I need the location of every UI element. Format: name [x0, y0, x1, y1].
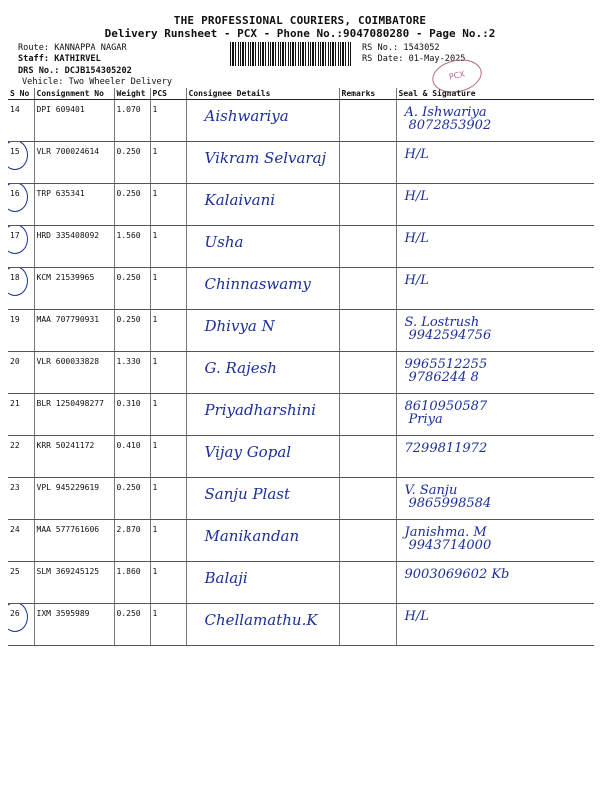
- cell-weight: 1.860: [114, 562, 150, 604]
- sno-value: 21: [10, 399, 20, 408]
- cell-sno: [8, 352, 34, 394]
- cell-consignee: [186, 142, 339, 184]
- consignee-name: Vijay Gopal: [204, 443, 292, 461]
- vehicle-label: Vehicle: Two Wheeler Delivery: [22, 77, 173, 87]
- runsheet-title: THE PROFESSIONAL COURIERS, COIMBATORE: [173, 14, 427, 27]
- signature-line-2: 8072853902: [408, 118, 492, 133]
- cell-sno: [8, 100, 34, 142]
- cell-signature: [396, 310, 594, 352]
- cell-remarks: [339, 520, 396, 562]
- cell-signature: [396, 142, 594, 184]
- cell-sno: [8, 268, 34, 310]
- cell-consignee: [186, 436, 339, 478]
- signature-line-1: H/L: [404, 189, 429, 204]
- cell-sno: [8, 436, 34, 478]
- cell-weight: 1.330: [114, 352, 150, 394]
- table-row: [8, 184, 594, 226]
- col-consignment: Consignment No: [34, 88, 114, 100]
- rs-number: RS No.: 1543052: [362, 43, 440, 53]
- consignee-name: Dhivya N: [204, 317, 275, 335]
- table-row: [8, 352, 594, 394]
- consignee-name: Balaji: [204, 569, 248, 587]
- signature-line-1: V. Sanju: [404, 483, 458, 498]
- cell-signature: [396, 478, 594, 520]
- table-row: [8, 562, 594, 604]
- consignee-name: Manikandan: [204, 527, 300, 545]
- cell-remarks: [339, 100, 396, 142]
- cell-sno: [8, 520, 34, 562]
- table-row: [8, 226, 594, 268]
- cell-consignee: [186, 100, 339, 142]
- circle-mark: [8, 184, 28, 213]
- cell-consignment: DPI 609401: [34, 100, 114, 142]
- cell-consignment: VPL 945229619: [34, 478, 114, 520]
- cell-remarks: [339, 268, 396, 310]
- col-signature: Seal & Signature: [396, 88, 594, 100]
- cell-signature: [396, 520, 594, 562]
- consignee-name: Sanju Plast: [204, 485, 291, 503]
- cell-sno: [8, 226, 34, 268]
- route-label: Route: KANNAPPA NAGAR: [18, 43, 127, 53]
- sno-value: 17: [10, 231, 20, 240]
- circle-mark: [8, 142, 28, 171]
- cell-pcs: 1: [150, 562, 186, 604]
- cell-sno: [8, 310, 34, 352]
- cell-pcs: 1: [150, 520, 186, 562]
- cell-signature: [396, 562, 594, 604]
- signature-line-1: Janishma. M: [404, 525, 487, 540]
- cell-pcs: 1: [150, 436, 186, 478]
- consignee-name: G. Rajesh: [204, 359, 277, 377]
- company-stamp: PCX: [429, 55, 485, 97]
- cell-consignment: MAA 577761606: [34, 520, 114, 562]
- consignee-name: Chellamathu.K: [204, 611, 318, 629]
- cell-weight: 0.250: [114, 604, 150, 646]
- cell-consignee: [186, 184, 339, 226]
- cell-weight: 0.250: [114, 268, 150, 310]
- cell-consignment: SLM 369245125: [34, 562, 114, 604]
- barcode: [230, 42, 352, 66]
- cell-pcs: 1: [150, 184, 186, 226]
- signature-line-2: 9786244 8: [408, 370, 479, 385]
- cell-weight: 1.560: [114, 226, 150, 268]
- cell-sno: [8, 142, 34, 184]
- signature-line-2: Priya: [408, 412, 443, 427]
- cell-consignment: KCM 21539965: [34, 268, 114, 310]
- cell-pcs: 1: [150, 604, 186, 646]
- sno-value: 19: [10, 315, 20, 324]
- cell-consignee: [186, 478, 339, 520]
- signature-line-1: 9003069602 Kb: [404, 567, 510, 582]
- sno-value: 24: [10, 525, 20, 534]
- rs-date: RS Date: 01-May-2025: [362, 54, 466, 64]
- cell-consignee: [186, 520, 339, 562]
- cell-remarks: [339, 142, 396, 184]
- cell-pcs: 1: [150, 142, 186, 184]
- cell-pcs: 1: [150, 310, 186, 352]
- cell-pcs: 1: [150, 394, 186, 436]
- cell-remarks: [339, 184, 396, 226]
- col-remarks: Remarks: [339, 88, 396, 100]
- cell-signature: [396, 268, 594, 310]
- consignee-name: Priyadharshini: [204, 401, 316, 419]
- signature-line-1: 7299811972: [404, 441, 488, 456]
- cell-weight: 1.070: [114, 100, 150, 142]
- cell-sno: [8, 394, 34, 436]
- sno-value: 25: [10, 567, 20, 576]
- signature-line-1: 8610950587: [404, 399, 488, 414]
- cell-pcs: 1: [150, 478, 186, 520]
- consignee-name: Chinnaswamy: [204, 275, 311, 293]
- cell-signature: [396, 604, 594, 646]
- cell-weight: 0.310: [114, 394, 150, 436]
- col-pcs: PCS: [150, 88, 186, 100]
- cell-sno: [8, 562, 34, 604]
- consignee-name: Kalaivani: [204, 191, 276, 209]
- cell-remarks: [339, 562, 396, 604]
- signature-line-2: 9943714000: [408, 538, 492, 553]
- cell-weight: 0.250: [114, 184, 150, 226]
- cell-consignee: [186, 352, 339, 394]
- table-row: [8, 520, 594, 562]
- table-header-row: [8, 88, 594, 100]
- sno-value: 23: [10, 483, 20, 492]
- drs-number: DRS No.: DCJB154305202: [18, 66, 132, 76]
- cell-consignment: VLR 700024614: [34, 142, 114, 184]
- cell-weight: 0.410: [114, 436, 150, 478]
- table-row: [8, 100, 594, 142]
- signature-line-2: 9865998584: [408, 496, 492, 511]
- cell-consignment: MAA 707790931: [34, 310, 114, 352]
- cell-consignment: VLR 600033828: [34, 352, 114, 394]
- cell-consignment: IXM 3595989: [34, 604, 114, 646]
- signature-line-2: 9942594756: [408, 328, 492, 343]
- cell-consignment: TRP 635341: [34, 184, 114, 226]
- cell-remarks: [339, 352, 396, 394]
- sno-value: 16: [10, 189, 20, 198]
- cell-remarks: [339, 394, 396, 436]
- signature-line-1: H/L: [404, 273, 429, 288]
- sno-value: 20: [10, 357, 20, 366]
- cell-consignee: [186, 562, 339, 604]
- table-row: [8, 268, 594, 310]
- cell-weight: 0.250: [114, 478, 150, 520]
- cell-signature: [396, 226, 594, 268]
- signature-line-1: 9965512255: [404, 357, 488, 372]
- cell-pcs: 1: [150, 268, 186, 310]
- cell-consignee: [186, 310, 339, 352]
- signature-line-1: H/L: [404, 147, 429, 162]
- circle-mark: [8, 226, 28, 255]
- col-sno: S No: [8, 88, 34, 100]
- cell-remarks: [339, 226, 396, 268]
- sno-value: 15: [10, 147, 20, 156]
- cell-remarks: [339, 604, 396, 646]
- runsheet-table: [8, 88, 594, 646]
- sno-value: 14: [10, 105, 20, 114]
- cell-consignee: [186, 604, 339, 646]
- cell-consignment: KRR 50241172: [34, 436, 114, 478]
- consignee-name: Usha: [204, 233, 244, 251]
- consignee-name: Aishwariya: [204, 107, 289, 125]
- cell-consignment: HRD 335408092: [34, 226, 114, 268]
- cell-weight: 0.250: [114, 310, 150, 352]
- cell-sno: [8, 478, 34, 520]
- table-row: [8, 310, 594, 352]
- cell-pcs: 1: [150, 226, 186, 268]
- sno-value: 18: [10, 273, 20, 282]
- cell-sno: [8, 184, 34, 226]
- cell-remarks: [339, 478, 396, 520]
- cell-consignee: [186, 226, 339, 268]
- table-row: [8, 142, 594, 184]
- cell-pcs: 1: [150, 352, 186, 394]
- col-consignee: Consignee Details: [186, 88, 339, 100]
- circle-mark: [8, 268, 28, 297]
- sno-value: 22: [10, 441, 20, 450]
- cell-pcs: 1: [150, 100, 186, 142]
- cell-remarks: [339, 310, 396, 352]
- signature-line-1: H/L: [404, 231, 429, 246]
- cell-signature: [396, 352, 594, 394]
- staff-label: Staff: KATHIRVEL: [18, 54, 101, 64]
- cell-signature: [396, 436, 594, 478]
- cell-sno: [8, 604, 34, 646]
- cell-remarks: [339, 436, 396, 478]
- consignee-name: Vikram Selvaraj: [204, 149, 327, 167]
- sno-value: 26: [10, 609, 20, 618]
- cell-signature: [396, 100, 594, 142]
- cell-signature: [396, 184, 594, 226]
- cell-consignee: [186, 394, 339, 436]
- table-row: [8, 436, 594, 478]
- signature-line-1: H/L: [404, 609, 429, 624]
- cell-signature: [396, 394, 594, 436]
- col-weight: Weight: [114, 88, 150, 100]
- circle-mark: [8, 604, 28, 633]
- table-row: [8, 394, 594, 436]
- signature-line-1: S. Lostrush: [404, 315, 480, 330]
- cell-weight: 2.870: [114, 520, 150, 562]
- cell-consignee: [186, 268, 339, 310]
- signature-line-1: A. Ishwariya: [404, 105, 487, 120]
- runsheet-subtitle: Delivery Runsheet - PCX - Phone No.:9047080280 - Page No.:2: [104, 27, 496, 40]
- cell-consignment: BLR 1250498277: [34, 394, 114, 436]
- table-row: [8, 478, 594, 520]
- cell-weight: 0.250: [114, 142, 150, 184]
- table-row: [8, 604, 594, 646]
